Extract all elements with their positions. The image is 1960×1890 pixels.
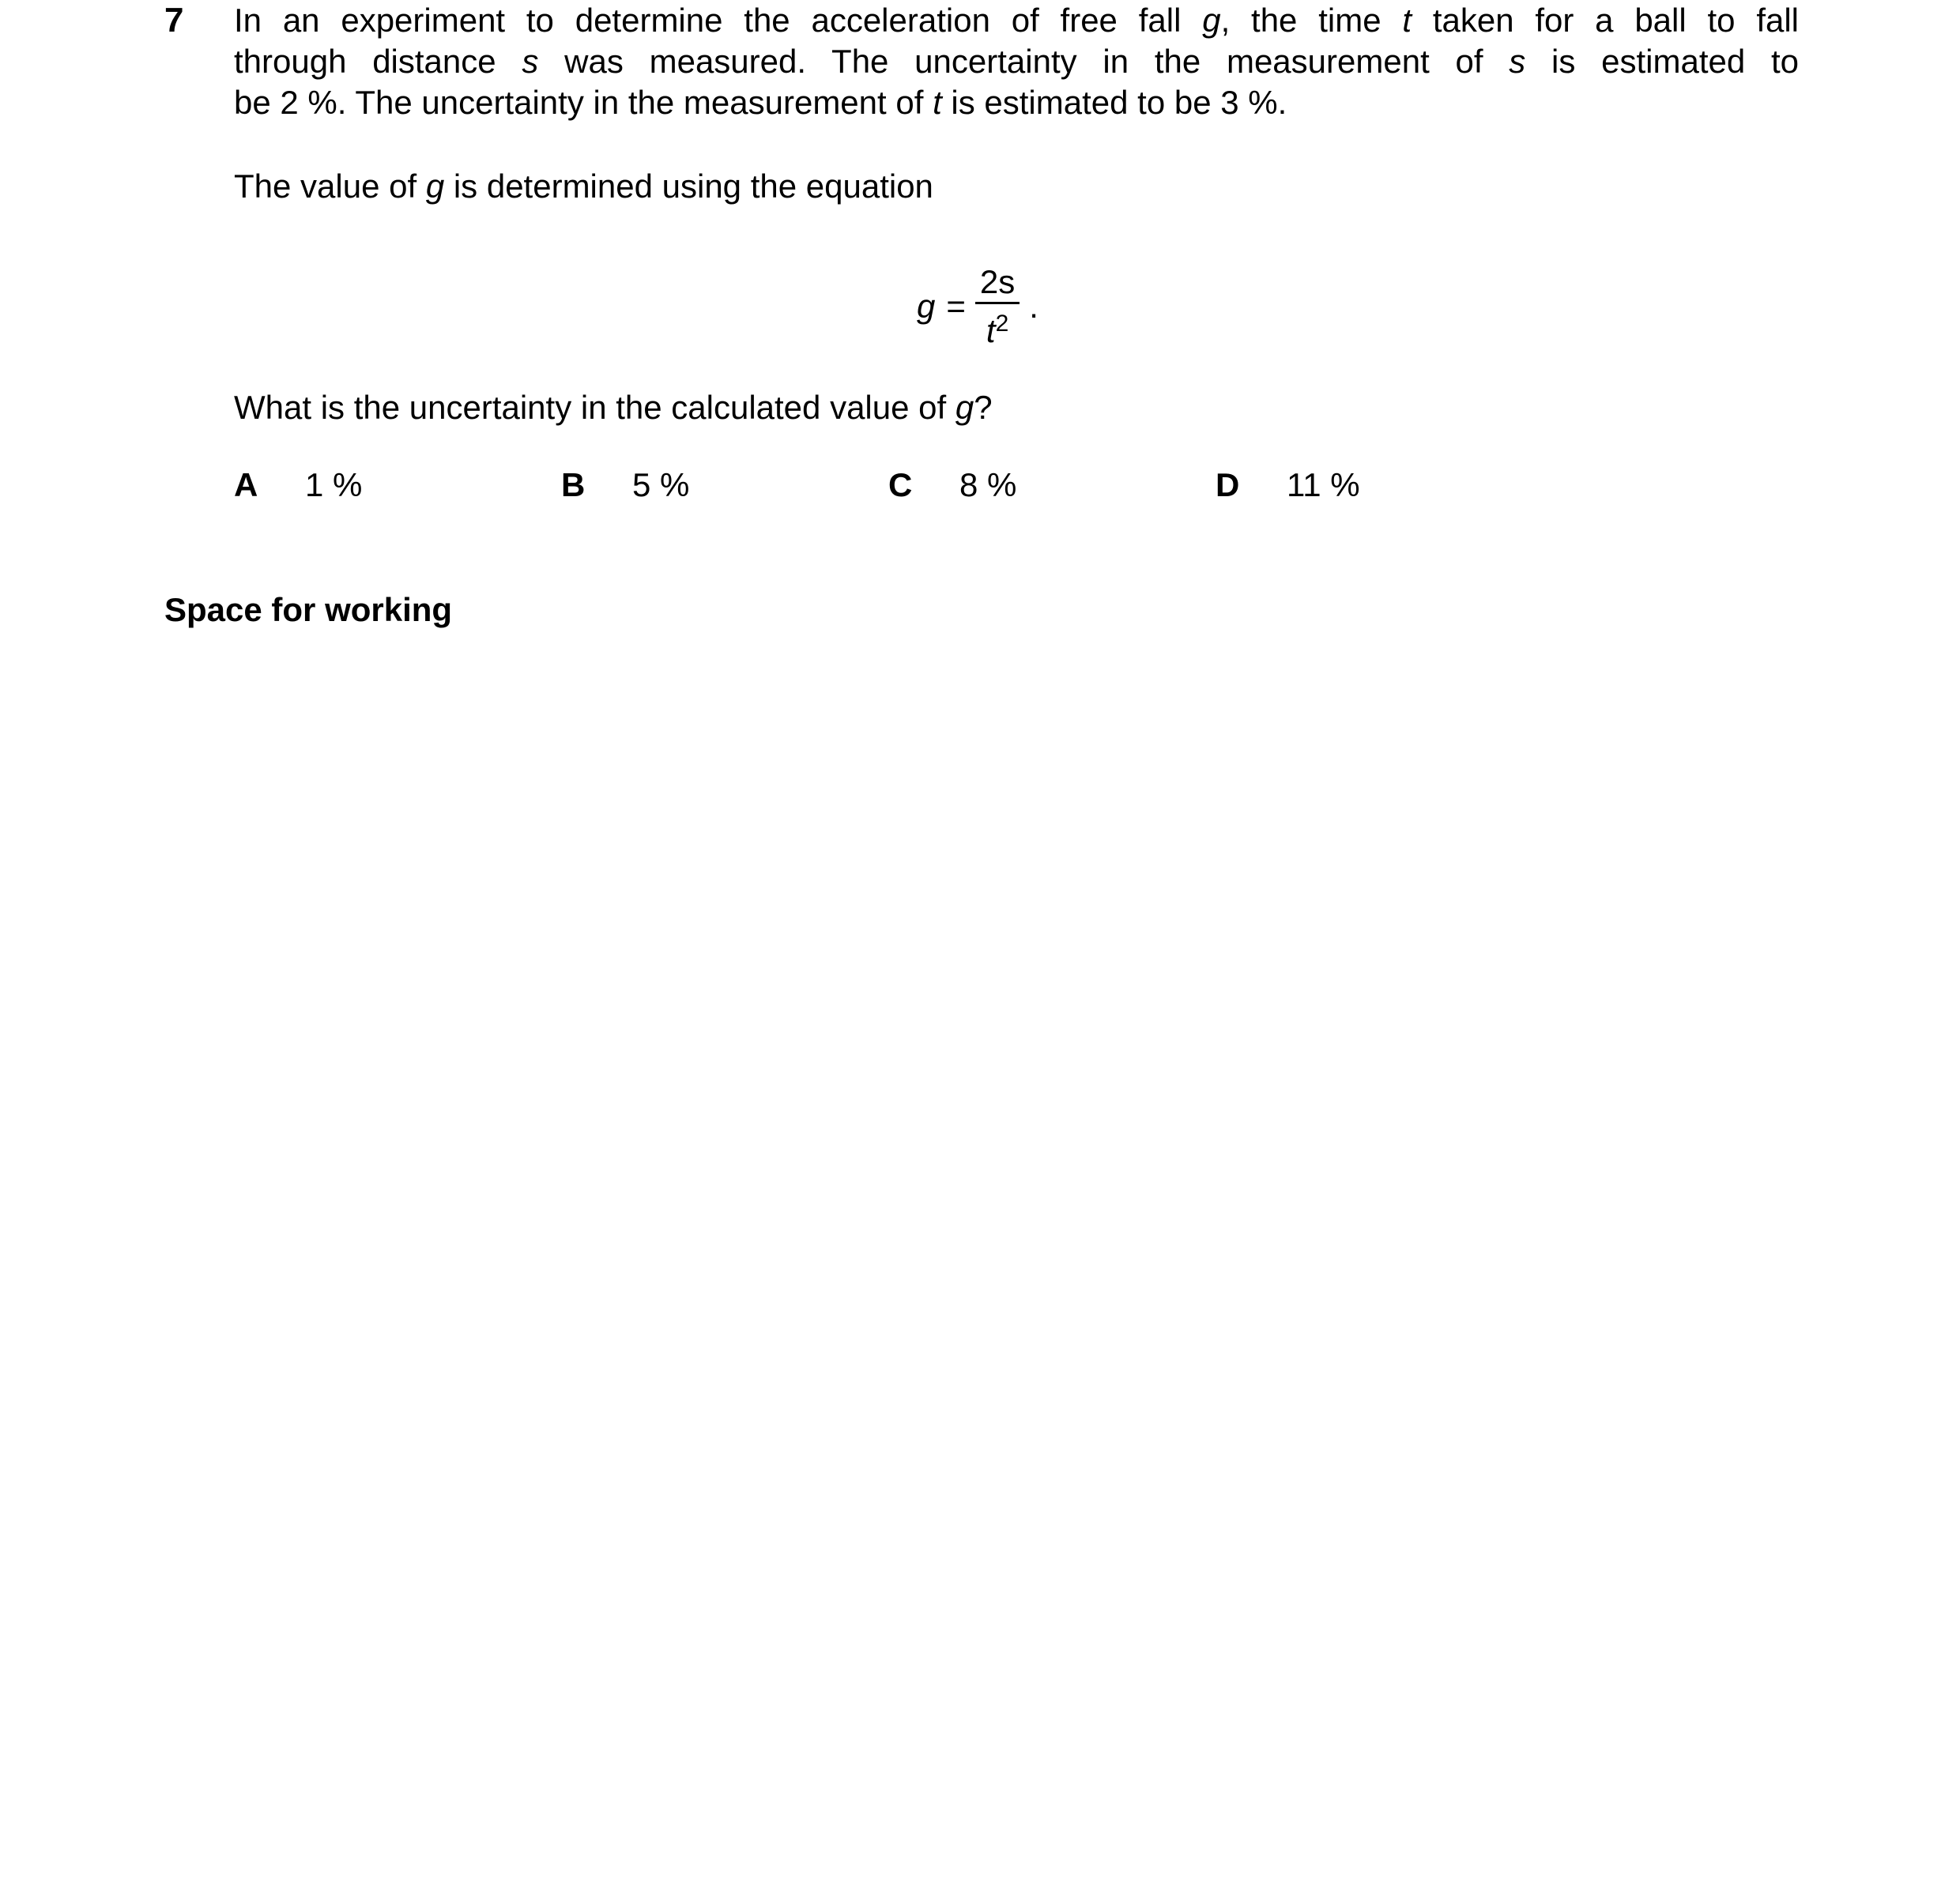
- stem-text: through distance: [234, 43, 522, 80]
- option-value: 8 %: [959, 466, 1017, 503]
- prompt-text: ?: [974, 389, 993, 426]
- equation-lhs: g: [917, 288, 936, 325]
- option-letter: D: [1216, 466, 1240, 503]
- variable-s: s: [1509, 43, 1526, 80]
- option-value: 1 %: [305, 466, 363, 503]
- intro-text: The value of: [234, 168, 426, 205]
- intro-text: is determined using the equation: [444, 168, 933, 205]
- variable-t: t: [1402, 2, 1412, 39]
- option-c[interactable]: [888, 465, 1016, 506]
- stem-text: is estimated to: [1525, 43, 1799, 80]
- prompt-text: What is the uncertainty in the calculated value of: [234, 389, 956, 426]
- equals-sign: =: [946, 288, 966, 325]
- stem-text: is estimated to be 3 %.: [941, 84, 1287, 121]
- variable-t: t: [933, 84, 942, 121]
- stem-text: taken for a ball to fall: [1412, 2, 1800, 39]
- question-number: 7: [164, 1, 184, 40]
- option-a[interactable]: [234, 465, 362, 506]
- option-d[interactable]: [1216, 465, 1360, 506]
- option-b[interactable]: [561, 465, 689, 506]
- fraction-denominator: [986, 304, 1008, 349]
- stem-text: was measured. The uncertainty in the measurement of: [538, 43, 1510, 80]
- denominator-base: t: [986, 312, 996, 349]
- variable-g: g: [425, 168, 445, 205]
- variable-s: s: [522, 43, 539, 80]
- stem-line-3: [234, 82, 1799, 123]
- variable-g: g: [955, 389, 974, 426]
- question-prompt: [234, 387, 993, 428]
- option-value: 11 %: [1287, 466, 1360, 503]
- stem-text: , the time: [1220, 2, 1403, 39]
- working-space-label: Space for working: [164, 591, 453, 628]
- denominator-exponent: 2: [995, 311, 1009, 337]
- stem-line-1: [234, 0, 1799, 41]
- equation: [917, 259, 1038, 354]
- option-value: 5 %: [632, 466, 690, 503]
- question-stem: [234, 0, 1799, 123]
- stem-text: be 2 %. The uncertainty in the measurement of: [234, 84, 933, 121]
- option-letter: A: [234, 466, 258, 503]
- fraction: [975, 264, 1020, 349]
- option-letter: C: [888, 466, 913, 503]
- fraction-numerator: 2s: [975, 264, 1020, 304]
- stem-text: In an experiment to determine the acceleration of free fall: [234, 2, 1203, 39]
- variable-g: g: [1202, 2, 1221, 39]
- answer-options: [234, 465, 1736, 506]
- option-letter: B: [561, 466, 586, 503]
- equation-terminator: .: [1029, 288, 1038, 325]
- stem-line-2: [234, 41, 1799, 82]
- equation-intro: [234, 166, 933, 207]
